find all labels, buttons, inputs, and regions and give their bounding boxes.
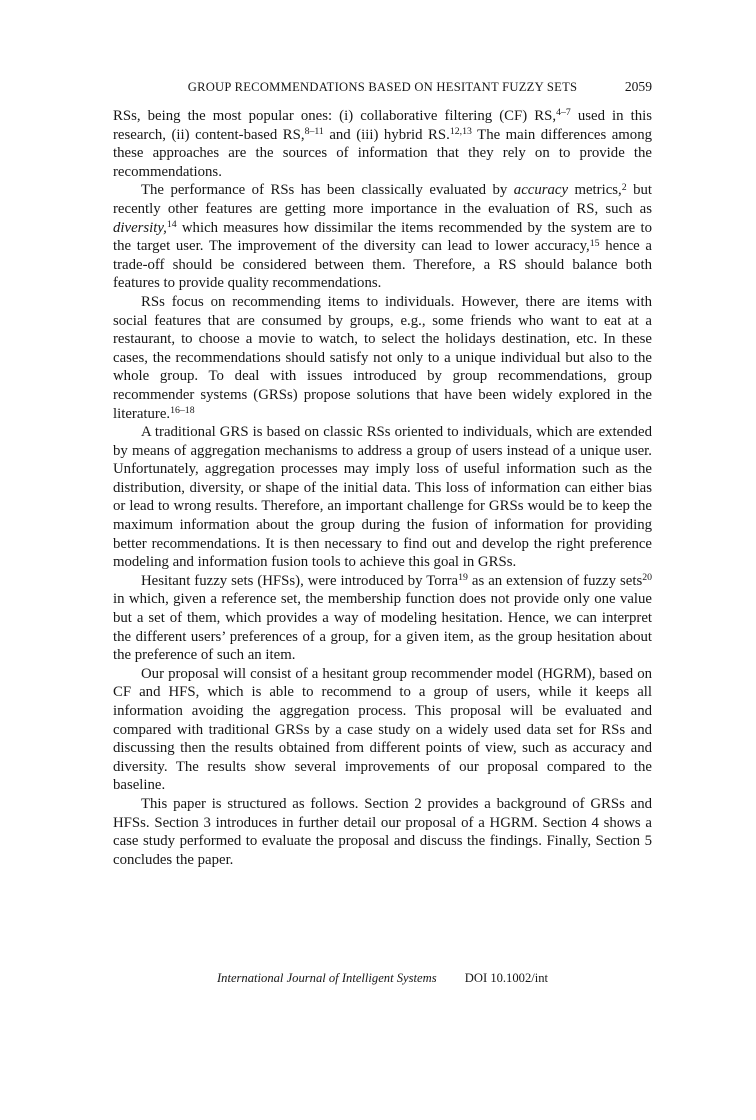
citation-superscript: 8–11 [304, 126, 324, 137]
paragraph [113, 665, 652, 795]
text-run: RSs, being the most popular ones: (i) collaborative filtering (CF) RS, [113, 108, 557, 124]
paragraph [113, 572, 652, 665]
journal-name: International Journal of Intelligent Systems [216, 971, 437, 985]
body-paragraphs [113, 107, 652, 869]
page-number: 2059 [624, 79, 652, 94]
page-footer [113, 971, 652, 986]
text-run: but recently other features are getting more importance in the evaluation of RS, such as [113, 182, 653, 217]
citation-superscript: 16–18 [170, 404, 195, 416]
paragraph [113, 181, 652, 293]
emphasis-text: accuracy [513, 182, 569, 199]
paragraph [113, 107, 652, 181]
citation-superscript: 15 [589, 237, 600, 249]
text-run: hence a trade-off should be considered between them. Therefore, a RS should balance both features to provide quality recommendations. [113, 238, 653, 292]
citation-superscript: 19 [458, 572, 468, 584]
paragraph [113, 795, 652, 869]
running-title: GROUP RECOMMENDATIONS BASED ON HESITANT FUZZY SETS [187, 80, 578, 94]
text-run: A traditional GRS is based on classic RSs oriented to individuals, which are extended by means of aggregation mechanisms to address a group of users instead of a unique user. Unfortunately, aggregation processes may imply loss of useful information such as the distribution, diversity, or shape of the initial data. This loss of information can either bias or lead to wrong results. Therefore, an important challenge for GRSs would be to keep the maximum information about the group during the fusion of information for providing better recommendations. It is then necessary to find out and develop the right preference modeling and information fusion tools to achieve this goal in GRSs. [113, 424, 652, 571]
citation-superscript: 12,13 [449, 126, 472, 137]
citation-superscript: 2 [621, 181, 627, 193]
citation-superscript: 20 [642, 572, 652, 584]
text-run: metrics, [568, 182, 622, 199]
paragraph [113, 423, 652, 572]
text-run: The main differences among these approaches are the sources of information that they rely on to provide the recommendations. [113, 126, 653, 180]
text-run: which measures how dissimilar the items recommended by the system are to the target user. The improvement of the diversity can lead to lower accuracy, [113, 219, 652, 255]
text-run: RSs focus on recommending items to individuals. However, there are items with social features that are consumed by groups, e.g., some friends who want to eat at a restaurant, to choose a movie to watch, to select the holidays destination, etc. In these cases, the recommendations should satisfy not only to a unique individual but also to the whole group. To deal with issues introduced by group recommendations, group recommender systems (GRSs) propose solutions that have been widely explored in the literature. [113, 293, 652, 422]
text-run: in which, given a reference set, the membership function does not provide only one value but a set of them, which provides a way of modeling hesitation. Hence, we can interpret the different users’ preferences of a group, for a given item, as the group hesitation about the preference of such an item. [113, 591, 652, 664]
citation-superscript: 14 [166, 218, 177, 230]
text-run: as an extension of fuzzy sets [467, 572, 643, 589]
text-run: Our proposal will consist of a hesitant group recommender model (HGRM), based on CF and HFS, which is able to recommend to a group of users, while it keeps all information avoiding the aggregation process. This proposal will be evaluated and compared with traditional GRSs by a case study on a widely used data set for RSs and discussing then the results obtained from different points of view, such as accuracy and diversity. The results show several improvements of our proposal compared to the baseline. [113, 665, 652, 794]
page-header [113, 80, 652, 96]
paragraph [113, 293, 652, 423]
text-run: Hesitant fuzzy sets (HFSs), were introduced by Torra [141, 572, 459, 589]
text-run: and (iii) hybrid RS. [323, 126, 450, 143]
text-run: This paper is structured as follows. Section 2 provides a background of GRSs and HFSs. Section 3 introduces in further detail our proposal of a HGRM. Section 4 shows a case study performed to evaluate the proposal and discuss the findings. Finally, Section 5 concludes the paper. [113, 795, 652, 868]
emphasis-text: diversity, [113, 219, 167, 236]
doi-text: DOI 10.1002/int [464, 971, 549, 985]
page-content [113, 80, 652, 869]
text-run: The performance of RSs has been classically evaluated by [141, 182, 514, 199]
text-run: used in this research, (ii) content-based RS, [113, 108, 653, 143]
citation-superscript: 4–7 [556, 107, 571, 119]
